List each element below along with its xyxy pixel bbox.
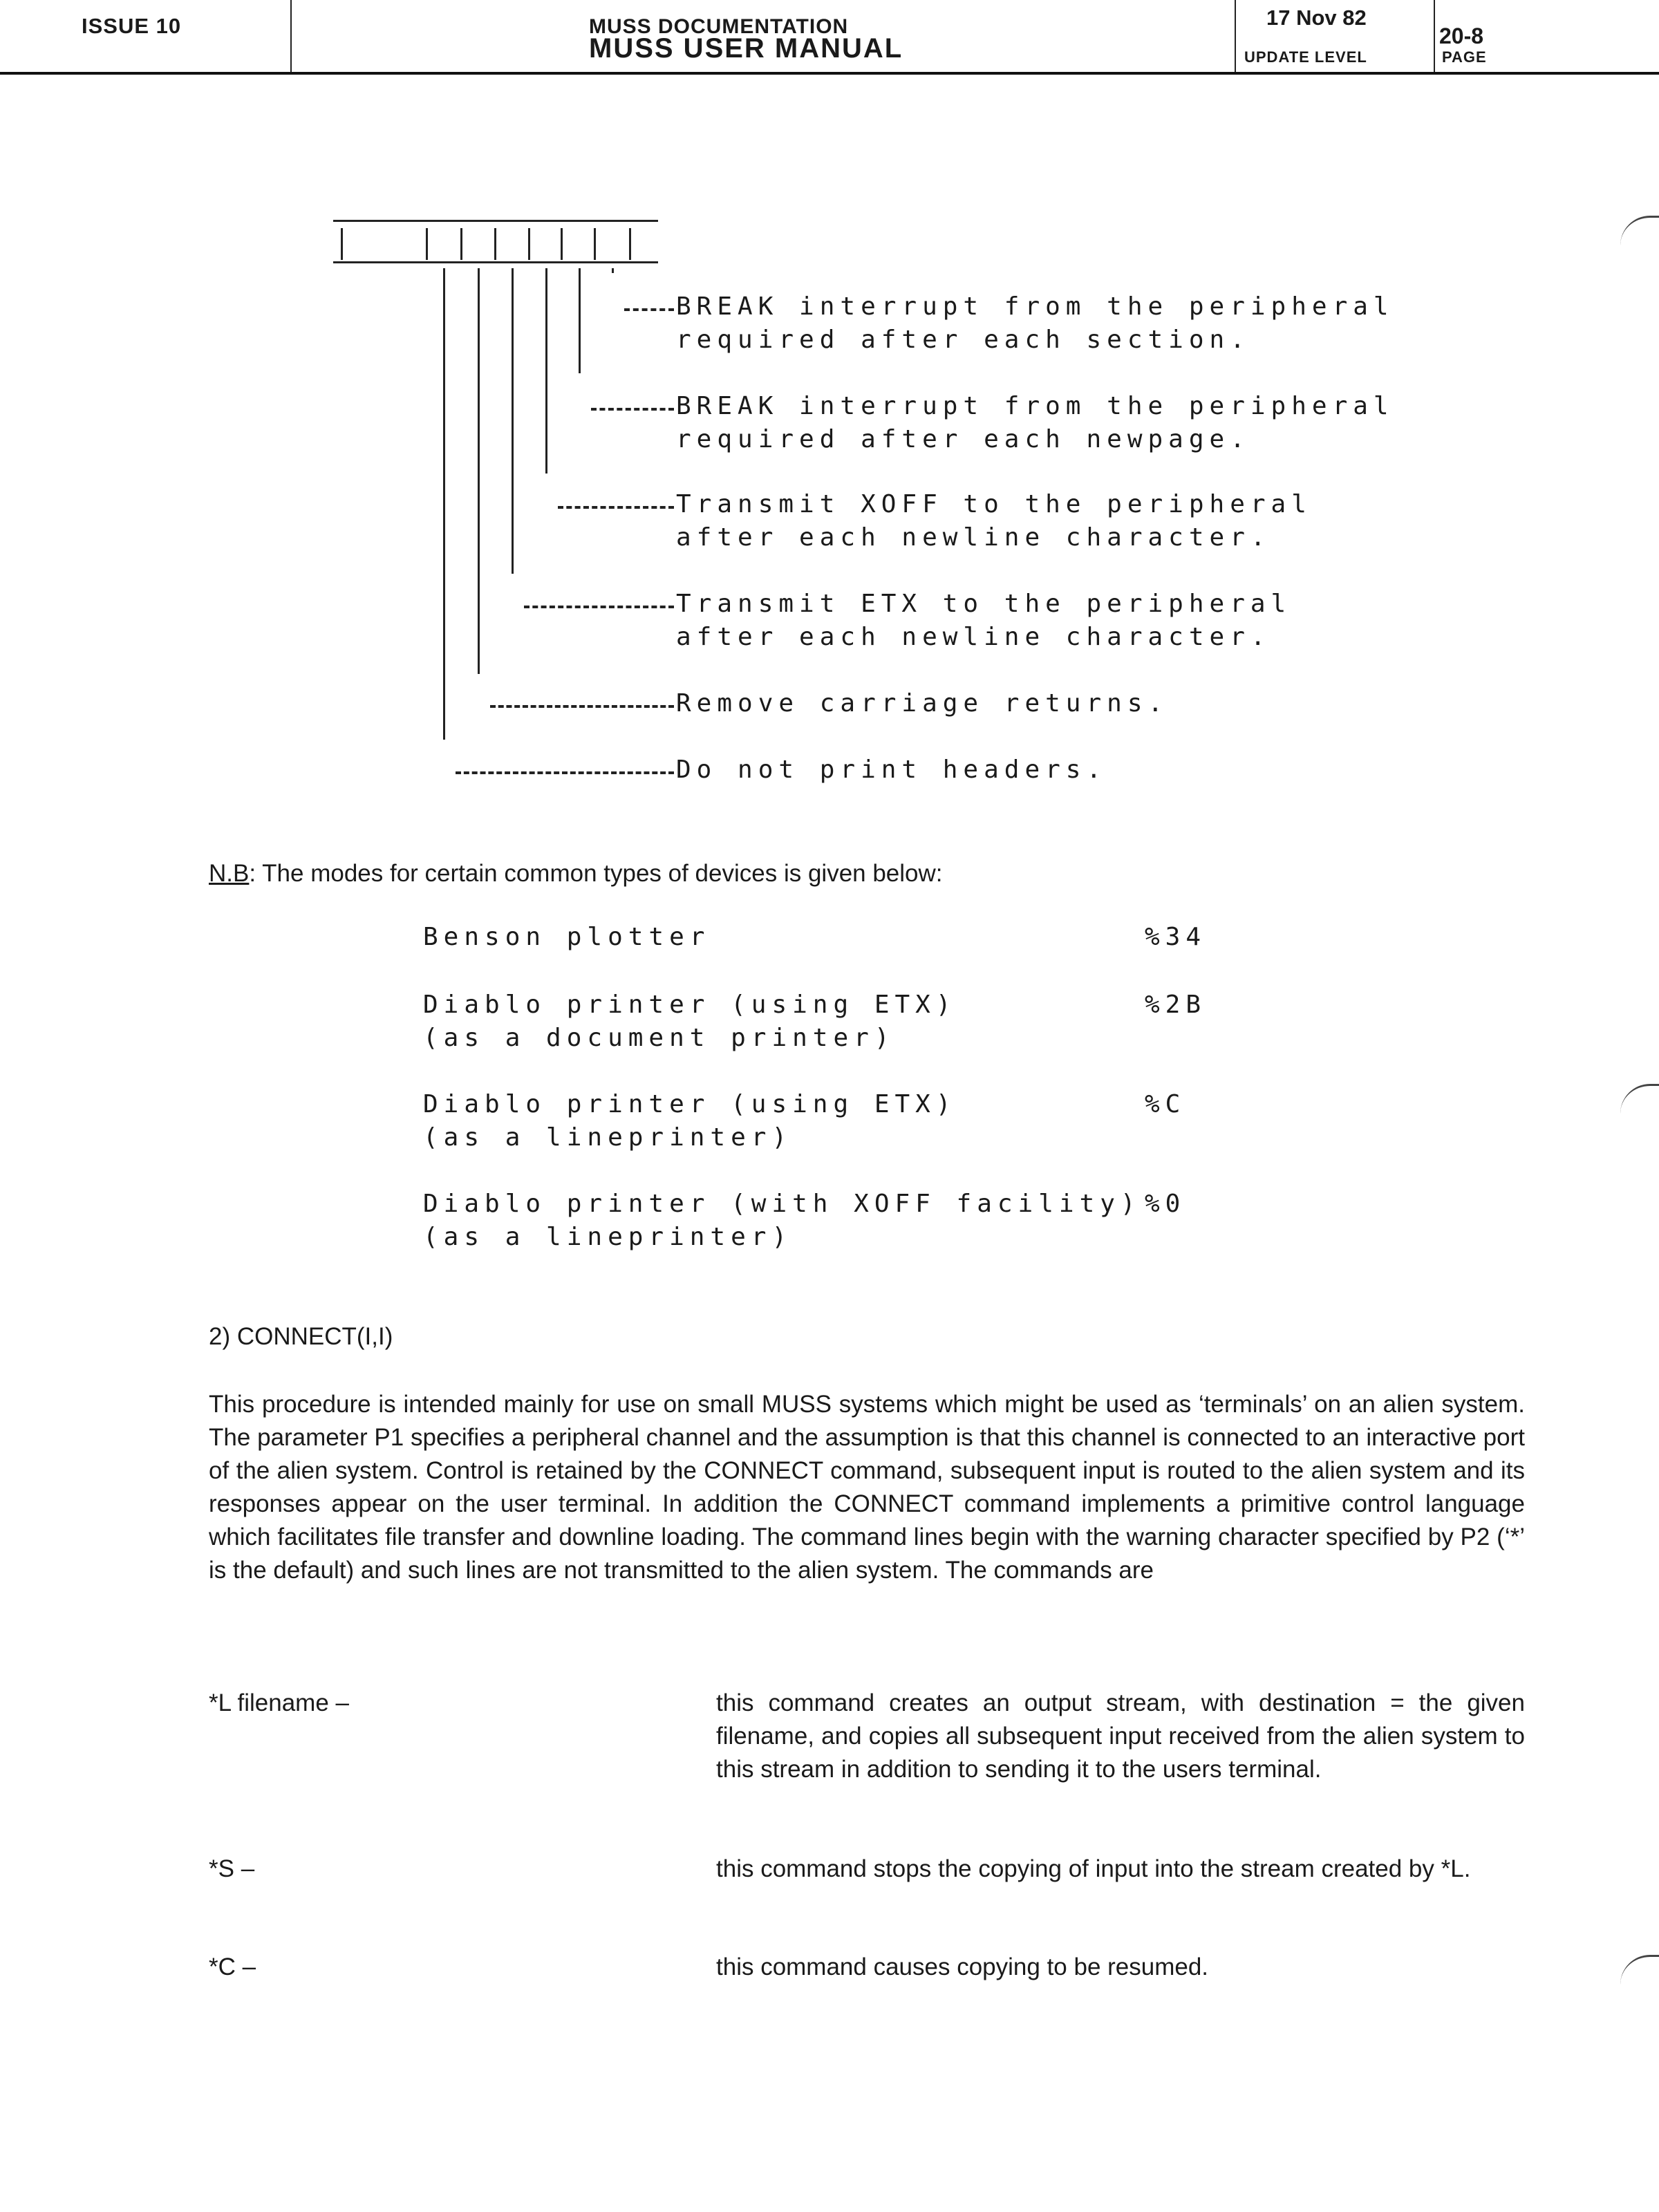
command-name: *C – [209, 1953, 256, 1980]
modes-value: %0 [1145, 1190, 1186, 1218]
section-paragraph: This procedure is intended mainly for use on small MUSS systems which might be used as ‘terminals’ on an alien system. The parameter P1 specifies a peripheral channel and the assumption is that this channel is connected to an interactive port of the alien system. Control is retained by the CONNECT command, subsequent input is routed to the alien system and its responses appear on the user terminal. In addition the CONNECT command implements a primitive control language which facilitates file transfer and downline loading. The command lines begin with the warning character specified by P2 (‘*’ is the default) and such lines are not transmitted to the alien system. The commands are [209, 1391, 1525, 1584]
diagram-leader-line [524, 606, 674, 608]
nb-text: : The modes for certain common types of devices is given below: [249, 860, 943, 887]
command-description: this command stops the copying of input into the stream created by *L. [716, 1855, 1471, 1882]
issue-label: ISSUE 10 [82, 14, 182, 38]
update-date: 17 Nov 82 [1266, 6, 1367, 30]
header-divider [1235, 0, 1236, 73]
section-heading: 2) CONNECT(I,I) [209, 1323, 393, 1350]
doc-title: MUSS USER MANUAL [589, 33, 903, 64]
diagram-annotation: Remove carriage returns. [676, 689, 1169, 718]
page-label: PAGE [1442, 48, 1487, 66]
update-level-label: UPDATE LEVEL [1244, 48, 1367, 66]
modes-device: Diablo printer (using ETX) [423, 1090, 957, 1118]
command-name: *L filename – [209, 1689, 349, 1716]
diagram-bit-tick [561, 228, 563, 260]
diagram-bit-tick [629, 228, 631, 260]
header-divider [1434, 0, 1435, 73]
nb-prefix: N.B [209, 860, 250, 887]
margin-mark [1620, 1955, 1659, 1985]
command-description: this command creates an output stream, with destination = the given filename, and copies all subsequent input received from the alien system to this stream in addition to sending it to the users terminal. [716, 1689, 1525, 1783]
diagram-bit-stem [579, 268, 581, 373]
modes-device-note: (as a lineprinter) [423, 1123, 793, 1152]
margin-mark [1620, 1084, 1659, 1114]
diagram-bit-stem [545, 268, 547, 474]
diagram-top-rule [333, 220, 658, 222]
diagram-leader-line [558, 506, 674, 509]
diagram-annotation-cont: after each newline character. [676, 523, 1271, 552]
modes-device: Benson plotter [423, 923, 711, 951]
modes-device-note: (as a lineprinter) [423, 1223, 793, 1251]
diagram-bit-tick [426, 228, 428, 260]
header-divider [290, 0, 292, 73]
modes-device-note: (as a document printer) [423, 1024, 895, 1052]
nb-note [209, 857, 943, 890]
diagram-annotation-cont: after each newline character. [676, 623, 1271, 651]
diagram-leader-line [591, 408, 674, 411]
diagram-annotation: BREAK interrupt from the peripheral [676, 392, 1394, 420]
diagram-bottom-rule [333, 261, 658, 263]
diagram-annotation: BREAK interrupt from the peripheral [676, 292, 1394, 321]
margin-mark [1620, 216, 1659, 245]
modes-value: %2B [1145, 991, 1207, 1019]
doc-series: MUSS DOCUMENTATION [589, 15, 849, 38]
diagram-bit-stem [443, 268, 445, 740]
diagram-bit-stem [512, 268, 514, 574]
diagram-leader-line [490, 705, 674, 708]
diagram-bit-stem [612, 268, 614, 273]
diagram-bit-tick [528, 228, 530, 260]
page-number: 20-8 [1439, 24, 1484, 48]
diagram-bit-tick [594, 228, 596, 260]
diagram-annotation: Do not print headers. [676, 756, 1107, 784]
header-rule [0, 72, 1659, 75]
modes-value: %34 [1145, 923, 1207, 951]
diagram-bit-stem [478, 268, 480, 674]
modes-device: Diablo printer (using ETX) [423, 991, 957, 1019]
diagram-leader-line [624, 308, 674, 311]
diagram-annotation-cont: required after each section. [676, 326, 1250, 354]
diagram-bit-tick [460, 228, 462, 260]
diagram-bit-tick [494, 228, 496, 260]
diagram-annotation: Transmit XOFF to the peripheral [676, 490, 1312, 518]
diagram-annotation-cont: required after each newpage. [676, 425, 1250, 453]
modes-device: Diablo printer (with XOFF facility) [423, 1190, 1141, 1218]
command-name: *S – [209, 1855, 255, 1882]
modes-value: %C [1145, 1090, 1186, 1118]
command-description: this command causes copying to be resumed. [716, 1953, 1209, 1980]
diagram-bit-tick [341, 228, 343, 260]
diagram-leader-line [456, 771, 674, 774]
diagram-annotation: Transmit ETX to the peripheral [676, 590, 1292, 618]
